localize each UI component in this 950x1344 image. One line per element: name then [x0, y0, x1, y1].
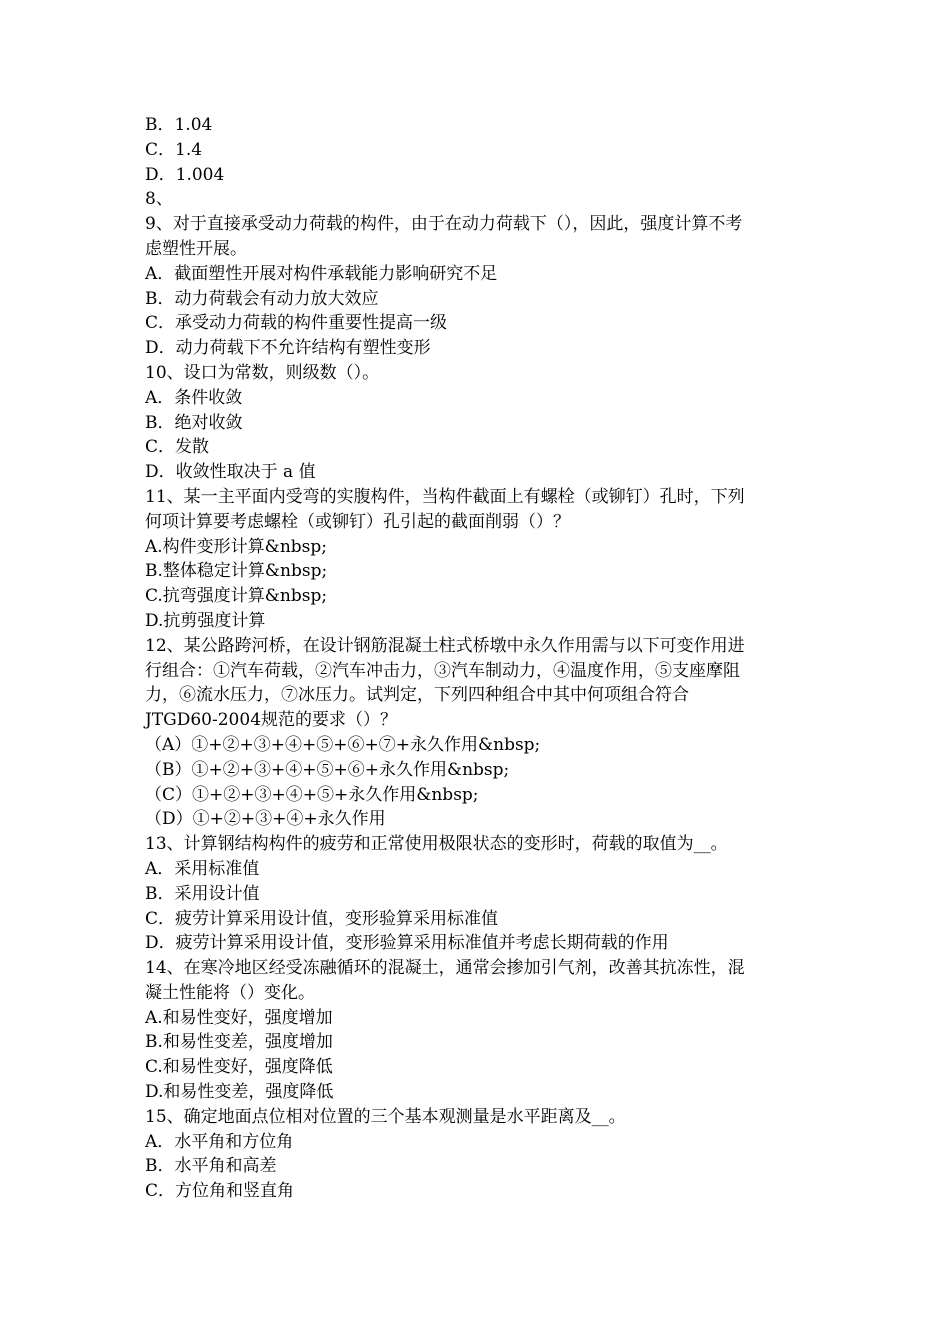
option-line: A．截面塑性开展对构件承载能力影响研究不足	[145, 263, 498, 284]
option-line: C.抗弯强度计算&nbsp;	[145, 586, 328, 607]
option-line: C．1.4	[145, 139, 203, 160]
option-line: B．动力荷载会有动力放大效应	[145, 288, 379, 309]
question-line: JTGD60-2004规范的要求（）？	[145, 710, 398, 731]
option-line: A.和易性变好，强度增加	[145, 1007, 333, 1028]
option-line: （C）①+②+③+④+⑤+永久作用&nbsp;	[145, 784, 479, 805]
question-line: 11、某一主平面内受弯的实腹构件，当构件截面上有螺栓（或铆钉）孔时，下列	[145, 486, 745, 507]
option-line: D.和易性变差，强度降低	[145, 1082, 334, 1103]
option-line: B.和易性变差，强度增加	[145, 1032, 333, 1053]
option-line: C．方位角和竖直角	[145, 1181, 295, 1202]
option-line: D.抗剪强度计算	[145, 610, 266, 631]
option-line: A.构件变形计算&nbsp;	[145, 536, 327, 557]
option-line: B．1.04	[145, 115, 213, 135]
option-line: D．收敛性取决于 a 值	[145, 462, 316, 483]
option-line: B．水平角和高差	[145, 1156, 277, 1177]
question-line: 力，⑥流水压力，⑦冰压力。试判定，下列四种组合中其中何项组合符合	[145, 685, 689, 706]
question-line: 何项计算要考虑螺栓（或铆钉）孔引起的截面削弱（）？	[145, 511, 570, 532]
question-line: 凝土性能将（）变化。	[145, 982, 315, 1003]
option-line: B．采用设计值	[145, 883, 260, 904]
option-line: B.整体稳定计算&nbsp;	[145, 561, 328, 582]
question-line: 12、某公路跨河桥，在设计钢筋混凝土柱式桥墩中永久作用需与以下可变作用进	[145, 635, 745, 656]
option-line: （D）①+②+③+④+永久作用	[145, 809, 386, 830]
option-line: D．疲劳计算采用设计值，变形验算采用标准值并考虑长期荷载的作用	[145, 933, 669, 954]
document-body	[145, 113, 810, 1204]
question-line: 虑塑性开展。	[145, 238, 247, 259]
question-line: 行组合：①汽车荷载，②汽车冲击力，③汽车制动力，④温度作用，⑤支座摩阻	[145, 660, 740, 681]
option-line: D．动力荷载下不允许结构有塑性变形	[145, 338, 431, 359]
option-line: A．采用标准值	[145, 858, 260, 879]
option-line: C.和易性变好，强度降低	[145, 1057, 333, 1078]
option-line: C．承受动力荷载的构件重要性提高一级	[145, 313, 448, 334]
option-line: （B）①+②+③+④+⑤+⑥+永久作用&nbsp;	[145, 759, 510, 780]
option-line: A．条件收敛	[145, 387, 243, 408]
option-line: C．发散	[145, 437, 210, 458]
question-line: 9、对于直接承受动力荷载的构件，由于在动力荷载下（），因此，强度计算不考	[145, 214, 743, 235]
question-line: 14、在寒冷地区经受冻融循环的混凝土，通常会掺加引气剂，改善其抗冻性，混	[145, 958, 745, 979]
option-line: D．1.004	[145, 164, 225, 185]
option-line: （A）①+②+③+④+⑤+⑥+⑦+永久作用&nbsp;	[145, 734, 541, 755]
question-line: 8、	[145, 189, 173, 210]
option-line: C．疲劳计算采用设计值，变形验算采用标准值	[145, 908, 499, 929]
option-line: B．绝对收敛	[145, 412, 243, 433]
question-line: 10、设口为常数，则级数（）。	[145, 362, 380, 383]
question-line: 13、计算钢结构构件的疲劳和正常使用极限状态的变形时，荷载的取值为__。	[145, 834, 728, 855]
question-line: 15、确定地面点位相对位置的三个基本观测量是水平距离及__。	[145, 1106, 626, 1127]
option-line: A．水平角和方位角	[145, 1131, 294, 1152]
